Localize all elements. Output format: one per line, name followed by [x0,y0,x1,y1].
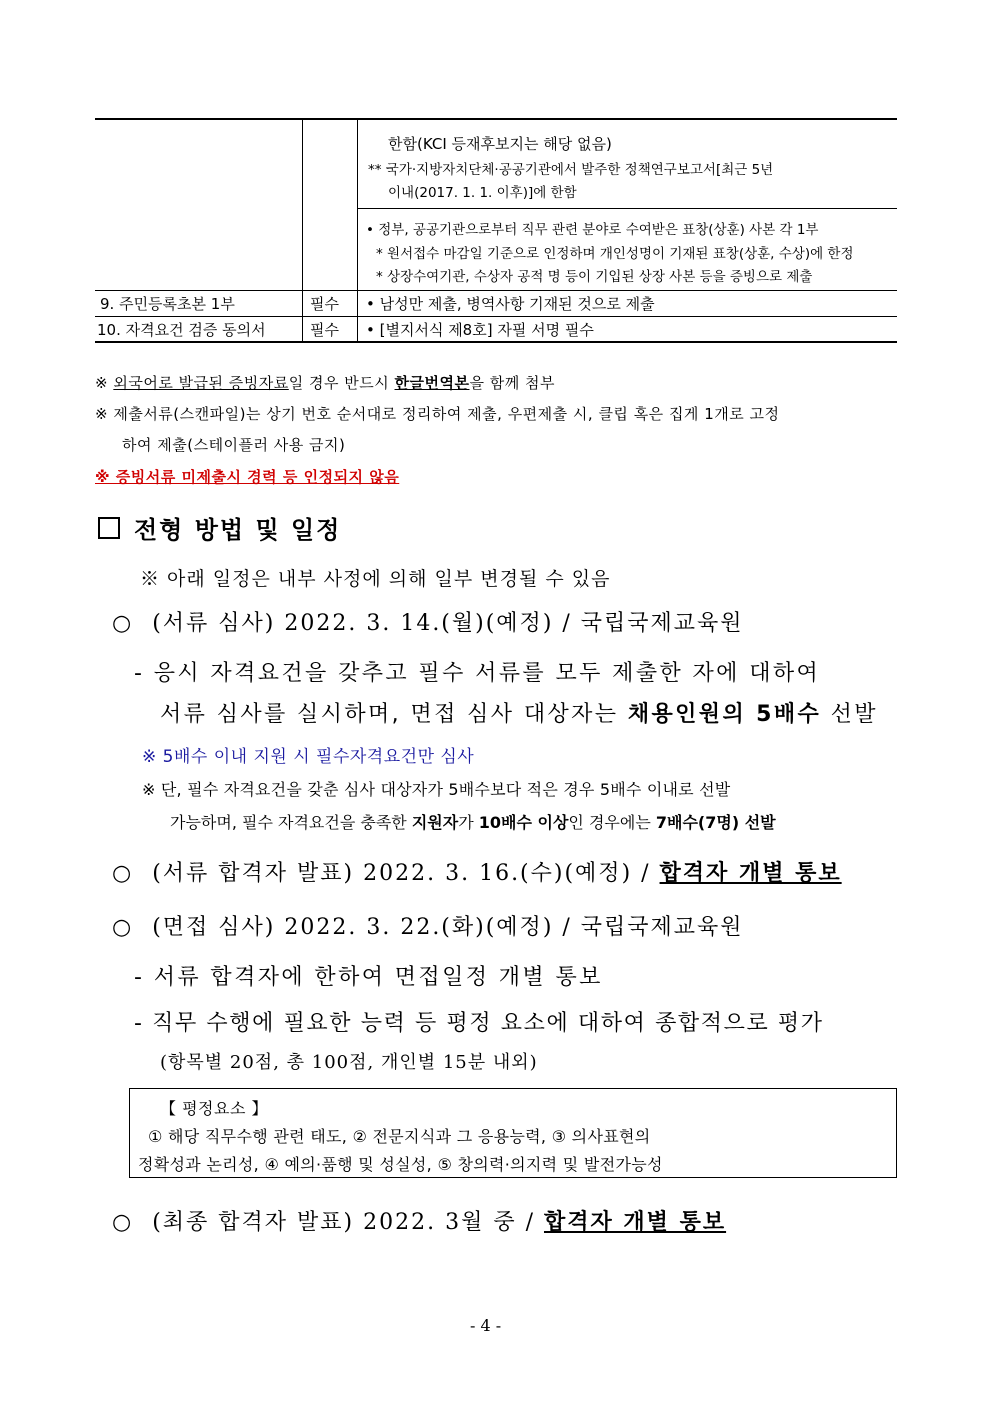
table-row10-req: 필수 [310,321,339,339]
note-submission-line1: ※ 제출서류(스캔파일)는 상기 번호 순서대로 정리하여 제출, 우편제출 시, 클립 혹은 집게 1개로 고정 [95,405,780,423]
s3-detail-2: - 직무 수행에 필요한 능력 등 평정 요소에 대하여 종합적으로 평가 [134,1011,824,1036]
schedule-item-document-review: ○ (서류 심사) 2022. 3. 14.(월)(예정) / 국립국제교육원 [112,611,744,636]
table-cell-text: • 정부, 공공기관으로부터 직무 관련 분야로 수여받은 표창(상훈) 사본 각 1부 [366,222,819,238]
s1-detail-line1: - 응시 자격요건을 갖추고 필수 서류를 모두 제출한 자에 대하여 [134,661,821,686]
table-cell-text: * 상장수여기관, 수상자 공적 명 등이 기입된 상장 사본 등을 증빙으로 제출 [376,269,813,285]
s1-note-line1: ※ 단, 필수 자격요건을 갖춘 심사 대상자가 5배수보다 적은 경우 5배수 이내로 선발 [142,780,731,799]
evaluation-line2: 정확성과 논리성, ④ 예의·품행 및 성실성, ⑤ 창의력·의지력 및 발전가능성 [138,1155,663,1174]
section-title: 전형 방법 및 일정 [98,510,341,545]
s1-blue-note: ※ 5배수 이내 지원 시 필수자격요건만 심사 [142,747,475,767]
circle-bullet-icon: ○ [112,861,134,886]
schedule-item-interview: ○ (면접 심사) 2022. 3. 22.(화)(예정) / 국립국제교육원 [112,915,744,940]
table-divider-row10 [95,316,897,317]
note-foreign-docs: ※ 외국어로 발급된 증빙자료일 경우 반드시 한글번역본을 함께 첨부 [95,374,555,392]
table-cell-text: * 원서접수 마감일 기준으로 인정하며 개인성명이 기재된 표창(상훈, 수상)에 한정 [376,246,854,262]
circle-bullet-icon: ○ [112,915,134,940]
evaluation-line1: ① 해당 직무수행 관련 태도, ② 전문지식과 그 응용능력, ③ 의사표현의 [148,1127,651,1146]
note-submission-line2: 하여 제출(스테이플러 사용 금지) [122,436,346,454]
checkbox-square-icon [98,517,120,539]
table-col-divider-1 [302,118,303,342]
evaluation-title: 【 평정요소 】 [160,1099,268,1118]
table-row9-req: 필수 [310,295,339,313]
page-number: - 4 - [470,1316,502,1335]
s3-detail-1: - 서류 합격자에 한하여 면접일정 개별 통보 [134,965,603,990]
table-row9-doc: 9. 주민등록초본 1부 [100,295,235,313]
table-inner-divider [357,208,897,209]
table-top-border [95,118,897,120]
schedule-item-document-result: ○ (서류 합격자 발표) 2022. 3. 16.(수)(예정) / 합격자 개별 통보 [112,860,842,886]
table-row10-doc: 10. 자격요건 검증 동의서 [97,321,266,339]
table-bottom-border [95,341,897,343]
circle-bullet-icon: ○ [112,611,134,636]
table-cell-text: 이내(2017. 1. 1. 이후)]에 한함 [388,185,577,201]
table-row10-note: • [별지서식 제8호] 자필 서명 필수 [366,321,594,339]
table-col-divider-2 [357,118,358,342]
s3-detail-3: (항목별 20점, 총 100점, 개인별 15분 내외) [160,1052,538,1073]
s1-note-line2: 가능하며, 필수 자격요건을 충족한 지원자가 10배수 이상인 경우에는 7배수(7명) 선발 [170,813,776,832]
table-row9-note: • 남성만 제출, 병역사항 기재된 것으로 제출 [366,295,655,313]
table-divider-row9 [95,290,897,291]
schedule-note: ※ 아래 일정은 내부 사정에 의해 일부 변경될 수 있음 [140,568,611,590]
s1-detail-line2: 서류 심사를 실시하며, 면접 심사 대상자는 채용인원의 5배수 선발 [160,702,878,727]
circle-bullet-icon: ○ [112,1210,134,1235]
note-warning: ※ 증빙서류 미제출시 경력 등 인정되지 않음 [95,468,400,486]
table-cell-text: ** 국가·지방자치단체·공공기관에서 발주한 정책연구보고서[최근 5년 [368,162,774,178]
table-cell-text: 한함(KCI 등재후보지는 해당 없음) [388,135,612,153]
schedule-item-final-result: ○ (최종 합격자 발표) 2022. 3월 중 / 합격자 개별 통보 [112,1209,727,1235]
